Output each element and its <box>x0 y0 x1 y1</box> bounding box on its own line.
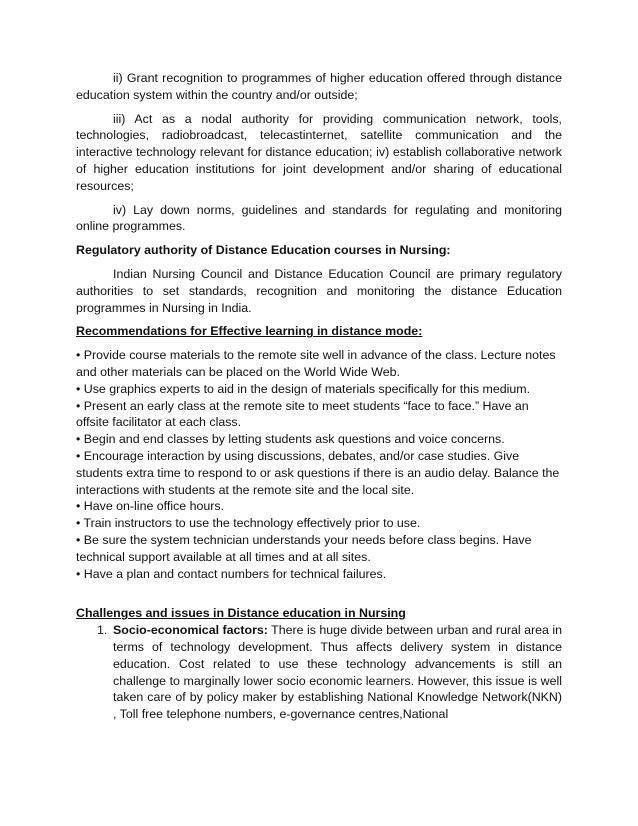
recommendations-heading: Recommendations for Effective learning in distance mode: <box>76 324 423 339</box>
list-item-text: There is huge divide between urban and rural area in terms of technology development. Thus affects delivery system in distance education. Cost related to use these technology advancements is still an challenge to marginally lower socio economic learners. However, this issue is well taken care of by policy maker by establishing National Knowledge Network(NKN) , Toll free telephone numbers, e-governance centres,National <box>113 623 562 722</box>
list-item: • Have on-line office hours. <box>76 499 225 514</box>
document-page <box>76 70 562 723</box>
list-item: • Have a plan and contact numbers for technical failures. <box>76 566 387 581</box>
list-item: • Encourage interaction by using discussions, debates, and/or case studies. Give students extra time to respond to or ask questions if there is an audio delay. Balance the interactions with students at the remote site and the local site. <box>76 448 560 497</box>
list-item: • Begin and end classes by letting students ask questions and voice concerns. <box>76 432 505 447</box>
list-item-number: 1. <box>97 623 108 638</box>
challenges-heading: Challenges and issues in Distance education in Nursing <box>76 606 406 621</box>
list-item: • Provide course materials to the remote site well in advance of the class. Lecture notes and other materials can be placed on the World Wide Web. <box>76 348 556 379</box>
paragraph-iv: iv) Lay down norms, guidelines and standards for regulating and monitoring online programmes. <box>76 202 562 234</box>
challenges-list <box>76 622 562 723</box>
paragraph-iii: iii) Act as a nodal authority for providing communication network, tools, technologies, radiobroadcast, telecastinternet, satellite communication and the interactive technology relevant for distance education; iv) establish collaborative network of higher education institutions for joint development and/or sharing of educational resources; <box>76 111 562 193</box>
paragraph-ii: ii) Grant recognition to programmes of higher education offered through distance education system within the country and/or outside; <box>76 71 562 102</box>
list-item: • Present an early class at the remote site to meet students “face to face.” Have an offsite facilitator at each class. <box>76 398 529 430</box>
list-item: • Train instructors to use the technology effectively prior to use. <box>76 516 421 531</box>
list-item: • Be sure the system technician understands your needs before class begins. Have technical support available at all times and at all sites. <box>76 532 532 564</box>
list-item <box>76 622 562 723</box>
list-item: • Use graphics experts to aid in the design of materials specifically for this medium. <box>76 381 531 396</box>
regulatory-paragraph: Indian Nursing Council and Distance Education Council are primary regulatory authorities to set standards, recognition and monitoring the distance Education programmes in Nursing in India. <box>76 266 562 315</box>
list-item-title: Socio-economical factors: <box>113 623 268 638</box>
regulatory-heading: Regulatory authority of Distance Education courses in Nursing: <box>76 243 451 258</box>
recommendations-list <box>76 347 562 582</box>
